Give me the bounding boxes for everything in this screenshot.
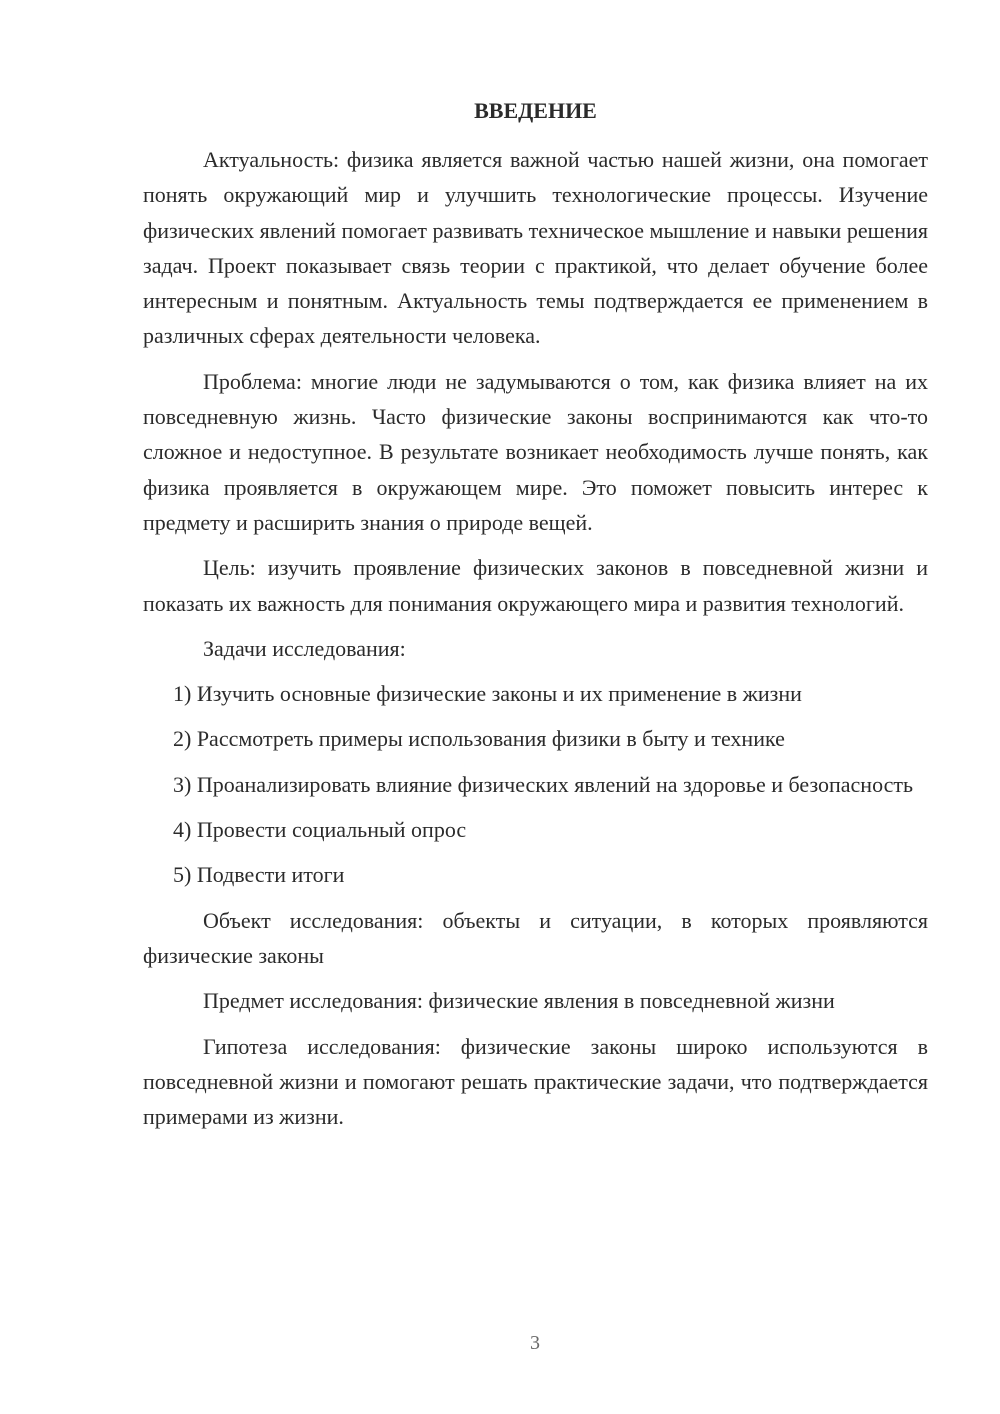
task-item: 1) Изучить основные физические законы и их применение в жизни xyxy=(173,681,802,707)
relevance-paragraph: Актуальность: физика является важной частью нашей жизни, она помогает понять окружающий мир и улучшить технологические процессы. Изучение физических явлений помогает развивать техническое мышление и навыки решения задач. Проект показывает связь теории с практикой, что делает обучение более интересным и понятным. Актуальность темы подтверждается ее применением в различных сферах деятельности человека. xyxy=(143,147,928,349)
task-item: 4) Провести социальный опрос xyxy=(173,817,467,843)
problem-paragraph: Проблема: многие люди не задумываются о том, как физика влияет на их повседневную жизнь. Часто физические законы воспринимаются как что-то сложное и недоступное. В результате возникает необходимость лучше понять, как физика проявляется в окружающем мире. Это поможет повысить интерес к предмету и расширить знания о природе вещей. xyxy=(143,368,928,535)
task-item: 3) Проанализировать влияние физических явлений на здоровье и безопасность xyxy=(173,771,914,797)
object-paragraph: Объект исследования: объекты и ситуации, в которых проявляются физические законы xyxy=(143,907,928,968)
section-title: ВВЕДЕНИЕ xyxy=(474,98,597,123)
task-item: 2) Рассмотреть примеры использования физики в быту и технике xyxy=(173,726,785,752)
task-item: 5) Подвести итоги xyxy=(173,862,345,888)
document-body xyxy=(143,142,928,1144)
goal-paragraph: Цель: изучить проявление физических законов в повседневной жизни и показать их важность для понимания окружающего мира и развития технологий. xyxy=(143,555,928,616)
page-number: 3 xyxy=(530,1332,540,1354)
hypothesis-paragraph: Гипотеза исследования: физические законы широко используются в повседневной жизни и помогают решать практические задачи, что подтверждается примерами из жизни. xyxy=(143,1033,928,1130)
subject-paragraph: Предмет исследования: физические явления в повседневной жизни xyxy=(203,988,835,1014)
tasks-heading: Задачи исследования: xyxy=(203,635,406,661)
